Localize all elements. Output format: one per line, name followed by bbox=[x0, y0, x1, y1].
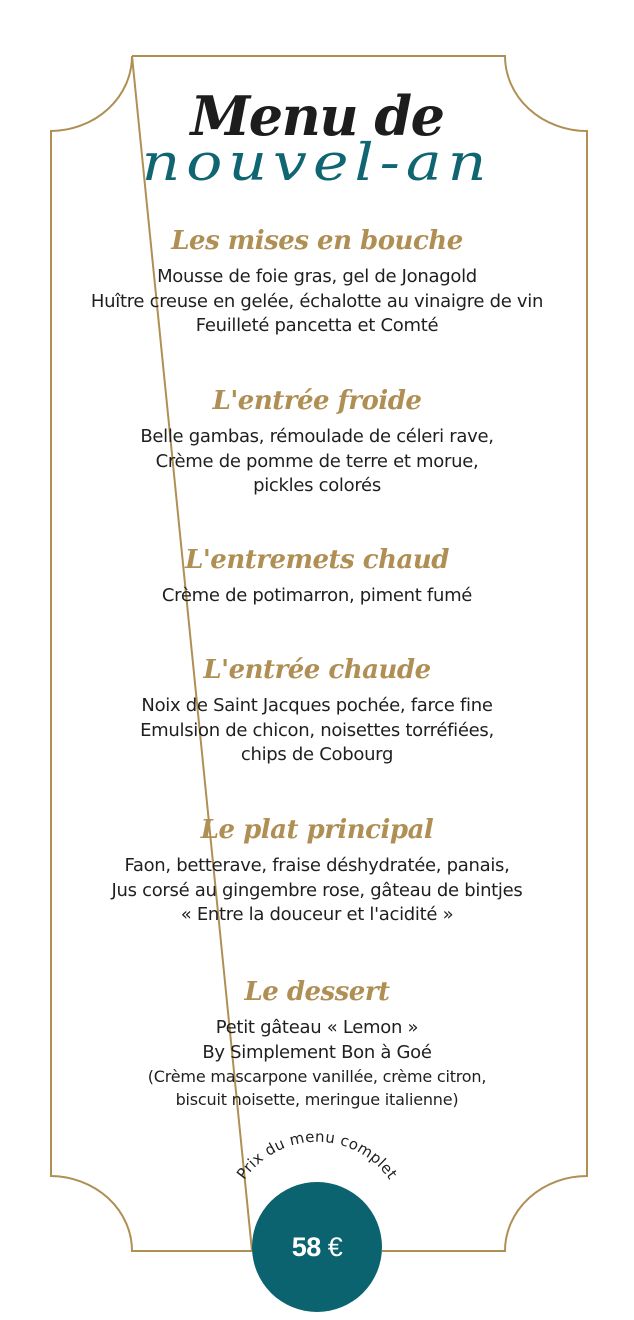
menu-item-line: pickles colorés bbox=[253, 475, 381, 496]
section-entree-chaude bbox=[0, 655, 634, 768]
section-plat-principal bbox=[0, 815, 634, 928]
menu-item-line: Faon, betterave, fraise déshydratée, panais, bbox=[124, 855, 510, 876]
menu-item-line: Emulsion de chicon, noisettes torréfiées, bbox=[140, 719, 494, 741]
section-dessert bbox=[0, 977, 634, 1111]
menu-item-line: « Entre la douceur et l'acidité » bbox=[180, 904, 454, 925]
menu-item-line: Crème de pomme de terre et morue, bbox=[155, 450, 479, 472]
price-currency: € bbox=[327, 1231, 343, 1262]
menu-item-line: Jus corsé au gingembre rose, gâteau de bintjes bbox=[111, 879, 523, 901]
section-entremets-chaud bbox=[0, 545, 634, 609]
menu-item-line: Huître creuse en gelée, échalotte au vinaigre de vin bbox=[90, 290, 544, 312]
menu-item-line: Feuilleté pancetta et Comté bbox=[195, 315, 439, 336]
menu-item-line: Mousse de foie gras, gel de Jonagold bbox=[157, 266, 477, 287]
menu-item-line: chips de Cobourg bbox=[240, 744, 394, 765]
price-value bbox=[292, 1232, 343, 1263]
section-heading: L'entrée chaude bbox=[203, 655, 431, 685]
menu-subtitle-script: nouvel-an bbox=[141, 133, 493, 193]
menu-item-line: Petit gâteau « Lemon » bbox=[215, 1017, 419, 1038]
section-heading: L'entrée froide bbox=[212, 386, 422, 416]
menu-item-line: By Simplement Bon à Goé bbox=[202, 1041, 432, 1063]
menu-item-line: Belle gambas, rémoulade de céleri rave, bbox=[140, 426, 494, 447]
section-entree-froide bbox=[0, 386, 634, 499]
section-heading: Le plat principal bbox=[200, 815, 434, 845]
menu-item-line: Noix de Saint Jacques pochée, farce fine bbox=[141, 695, 493, 716]
menu-item-line: Crème de potimarron, piment fumé bbox=[161, 585, 473, 606]
price-amount: 58 bbox=[291, 1231, 321, 1262]
section-heading: L'entremets chaud bbox=[185, 545, 449, 575]
dessert-note-line: biscuit noisette, meringue italienne) bbox=[175, 1090, 459, 1109]
section-mises-en-bouche bbox=[0, 226, 634, 339]
dessert-note-line: (Crème mascarpone vanillée, crème citron, bbox=[147, 1067, 487, 1086]
section-heading: Les mises en bouche bbox=[171, 226, 463, 256]
menu-title: Menu de bbox=[190, 84, 444, 148]
price-label: Prix du menu complet bbox=[232, 1127, 402, 1183]
section-heading: Le dessert bbox=[244, 977, 390, 1007]
price-badge bbox=[252, 1182, 382, 1312]
